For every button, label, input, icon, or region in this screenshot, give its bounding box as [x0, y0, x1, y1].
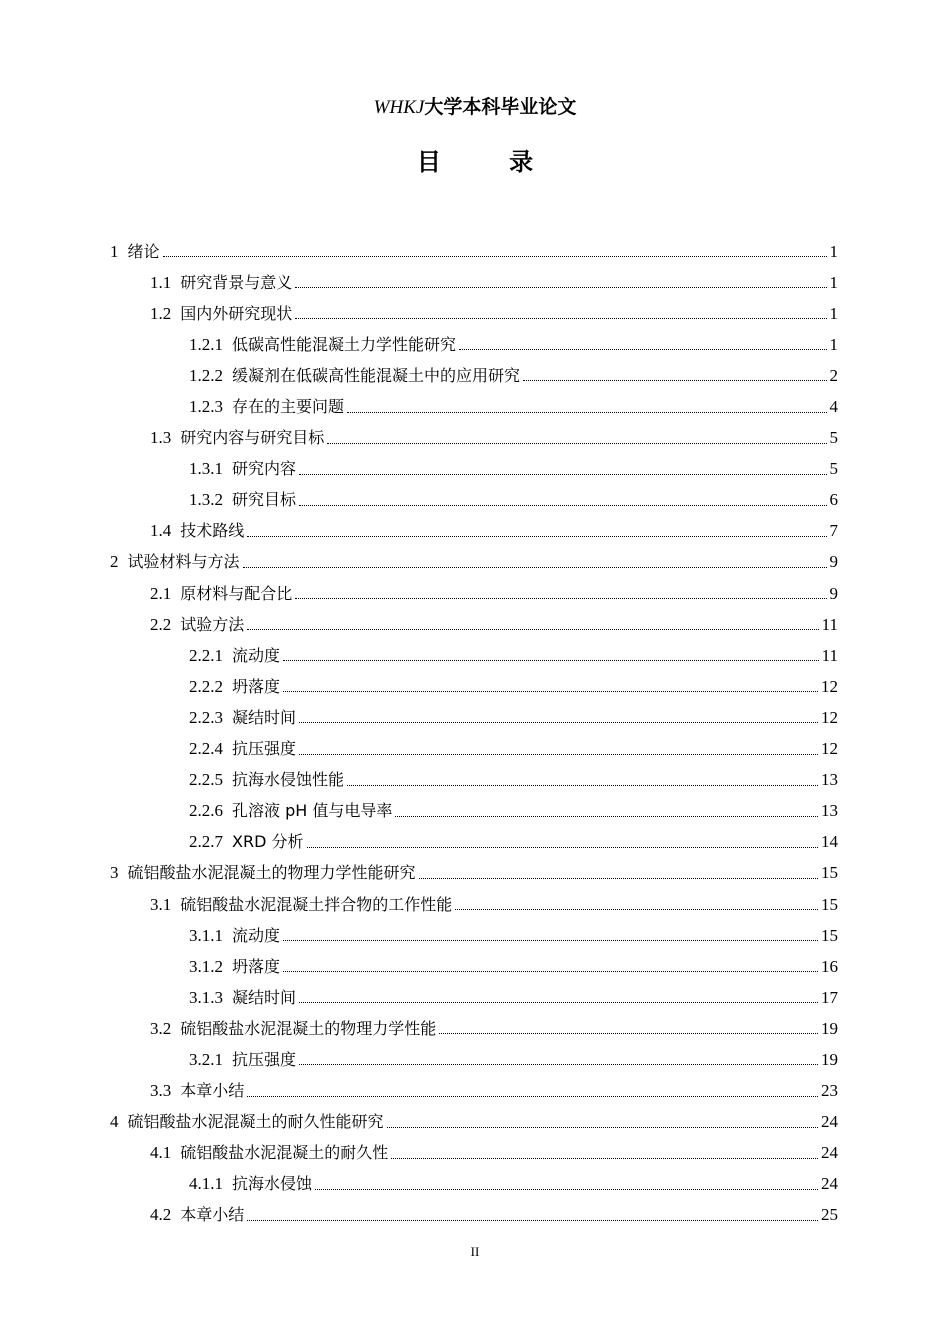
toc-entry-page: 5: [829, 428, 838, 448]
toc-entry[interactable]: [110, 578, 838, 609]
toc-entry-page: 19: [821, 1049, 838, 1069]
toc-entry[interactable]: [110, 765, 838, 796]
toc-entry-number: 1.3.1: [189, 459, 223, 479]
toc-dot-leader: [459, 349, 826, 350]
toc-entry[interactable]: [110, 920, 838, 951]
toc-entry-page: 11: [821, 614, 838, 634]
toc-entry-title: 存在的主要问题: [232, 397, 345, 417]
toc-entry-title: 抗压强度: [232, 739, 297, 759]
toc-dot-leader: [299, 474, 826, 475]
toc-entry-page: 15: [821, 894, 838, 914]
toc-entry-title: 低碳高性能混凝土力学性能研究: [232, 334, 457, 354]
toc-entry-number: 2.2.5: [189, 770, 223, 790]
toc-dot-leader: [395, 816, 818, 817]
document-header: [0, 94, 950, 121]
toc-entry-number: 2.2.2: [189, 676, 223, 696]
toc-entry-page: 15: [821, 863, 838, 883]
toc-entry-page: 13: [821, 770, 838, 790]
toc-entry-number: 1.4: [150, 521, 172, 541]
toc-entry-number: 2.2.6: [189, 801, 223, 821]
toc-heading: 目 录: [416, 147, 564, 176]
toc-entry[interactable]: [110, 1076, 838, 1107]
toc-entry-page: 13: [821, 801, 838, 821]
toc-entry-page: 1: [829, 334, 838, 354]
toc-entry-number: 3: [110, 863, 119, 883]
toc-dot-leader: [283, 660, 819, 661]
toc-entry[interactable]: [110, 640, 838, 671]
toc-entry[interactable]: [110, 1200, 838, 1231]
toc-entry-title: 硫铝酸盐水泥混凝土的耐久性: [180, 1143, 389, 1163]
toc-entry-page: 12: [821, 676, 838, 696]
toc-entry-title: 缓凝剂在低碳高性能混凝土中的应用研究: [232, 365, 521, 385]
toc-dot-leader: [419, 878, 818, 879]
toc-entry-number: 2.2.1: [189, 645, 223, 665]
toc-entry[interactable]: [110, 702, 838, 733]
toc-entry-title: 绪论: [127, 241, 160, 261]
toc-dot-leader: [347, 412, 826, 413]
toc-entry[interactable]: [110, 391, 838, 422]
toc-entry-number: 1: [110, 241, 119, 261]
toc-entry[interactable]: [110, 796, 838, 827]
toc-dot-leader: [523, 380, 826, 381]
toc-entry-title: 研究目标: [232, 490, 297, 510]
toc-entry[interactable]: [110, 858, 838, 889]
toc-dot-leader: [299, 754, 818, 755]
toc-entry-title: 流动度: [232, 925, 281, 945]
toc-entry-number: 1.3.2: [189, 490, 223, 510]
toc-entry-title: 原材料与配合比: [180, 583, 293, 603]
toc-entry-page: 5: [829, 459, 838, 479]
toc-dot-leader: [347, 785, 818, 786]
toc-entry-number: 2.2.4: [189, 739, 223, 759]
toc-entry-title: 凝结时间: [232, 707, 297, 727]
toc-entry-title: 研究内容: [232, 459, 297, 479]
toc-entry-page: 23: [821, 1081, 838, 1101]
toc-entry-number: 3.1.1: [189, 925, 223, 945]
toc-entry-number: 3.2.1: [189, 1049, 223, 1069]
toc-entry[interactable]: [110, 671, 838, 702]
toc-entry-page: 2: [829, 365, 838, 385]
toc-entry-page: 6: [829, 490, 838, 510]
toc-entry-title: 本章小结: [180, 1205, 245, 1225]
toc-entry-title: 抗海水侵蚀性能: [232, 770, 345, 790]
toc-entry-number: 4.1: [150, 1143, 172, 1163]
toc-dot-leader: [247, 536, 826, 537]
toc-entry-title: 凝结时间: [232, 987, 297, 1007]
toc-entry-title: 硫铝酸盐水泥混凝土的物理力学性能研究: [127, 863, 416, 883]
toc-entry-number: 1.2.2: [189, 365, 223, 385]
toc-entry[interactable]: [110, 1013, 838, 1044]
toc-entry-number: 1.2.3: [189, 397, 223, 417]
toc-dot-leader: [283, 940, 818, 941]
toc-entry[interactable]: [110, 516, 838, 547]
toc-entry[interactable]: [110, 889, 838, 920]
toc-dot-leader: [163, 256, 827, 257]
toc-entry[interactable]: [110, 1107, 838, 1138]
toc-entry-title: 试验方法: [180, 614, 245, 634]
toc-entry[interactable]: [110, 454, 838, 485]
toc-entry-page: 25: [821, 1205, 838, 1225]
toc-entry-page: 24: [821, 1174, 838, 1194]
toc-entry-page: 9: [829, 583, 838, 603]
toc-entry-page: 4: [829, 397, 838, 417]
toc-entry-page: 17: [821, 987, 838, 1007]
toc-entry[interactable]: [110, 360, 838, 391]
toc-entry-page: 24: [821, 1112, 838, 1132]
toc-dot-leader: [387, 1127, 818, 1128]
toc-entry-number: 4.1.1: [189, 1174, 223, 1194]
toc-entry-number: 1.3: [150, 428, 172, 448]
toc-entry-title: 抗海水侵蚀: [232, 1174, 313, 1194]
toc-entry-title: 坍落度: [232, 956, 281, 976]
toc-entry-title: 技术路线: [180, 521, 245, 541]
toc-entry-title: 国内外研究现状: [180, 303, 293, 323]
toc-dot-leader: [299, 1002, 818, 1003]
toc-entry-page: 1: [829, 303, 838, 323]
toc-dot-leader: [295, 318, 826, 319]
toc-entry-page: 15: [821, 925, 838, 945]
toc-entry-title: 试验材料与方法: [127, 552, 240, 572]
toc-entry-title: 坍落度: [232, 676, 281, 696]
toc-dot-leader: [439, 1033, 818, 1034]
toc-entry-number: 3.1.3: [189, 987, 223, 1007]
toc-dot-leader: [299, 722, 818, 723]
toc-entry[interactable]: [110, 1169, 838, 1200]
toc-entry-number: 2.2: [150, 614, 172, 634]
toc-entry[interactable]: [110, 734, 838, 765]
page-number: II: [470, 1244, 480, 1259]
toc-entry-title: 研究背景与意义: [180, 272, 293, 292]
toc-entry-number: 4.2: [150, 1205, 172, 1225]
toc-entry-page: 1: [829, 272, 838, 292]
toc-dot-leader: [315, 1189, 818, 1190]
toc-entry-title: 硫铝酸盐水泥混凝土的物理力学性能: [180, 1018, 437, 1038]
toc-dot-leader: [247, 1220, 818, 1221]
toc-entry-title: 硫铝酸盐水泥混凝土拌合物的工作性能: [180, 894, 453, 914]
toc-entry-page: 19: [821, 1018, 838, 1038]
toc-entry[interactable]: [110, 951, 838, 982]
toc-entry-title: 硫铝酸盐水泥混凝土的耐久性能研究: [127, 1112, 384, 1132]
table-of-contents: [110, 236, 838, 1231]
toc-dot-leader: [295, 598, 826, 599]
toc-entry[interactable]: [110, 485, 838, 516]
toc-entry-title: 流动度: [232, 645, 281, 665]
toc-entry[interactable]: [110, 329, 838, 360]
toc-entry-number: 3.2: [150, 1018, 172, 1038]
toc-entry[interactable]: [110, 236, 838, 267]
toc-dot-leader: [295, 287, 826, 288]
toc-dot-leader: [243, 567, 827, 568]
toc-entry-number: 3.1: [150, 894, 172, 914]
toc-dot-leader: [391, 1158, 818, 1159]
toc-entry-number: 2.1: [150, 583, 172, 603]
toc-entry-page: 12: [821, 739, 838, 759]
toc-entry-number: 2.2.7: [189, 832, 223, 852]
toc-dot-leader: [327, 443, 826, 444]
toc-dot-leader: [299, 505, 826, 506]
toc-entry[interactable]: [110, 1138, 838, 1169]
toc-dot-leader: [247, 629, 818, 630]
toc-dot-leader: [283, 691, 818, 692]
toc-dot-leader: [283, 971, 818, 972]
toc-entry-number: 3.3: [150, 1081, 172, 1101]
toc-entry-title: XRD 分析: [232, 832, 304, 852]
toc-entry[interactable]: [110, 267, 838, 298]
toc-entry-page: 7: [829, 521, 838, 541]
header-title-latin: WHKJ: [373, 97, 425, 118]
toc-entry[interactable]: [110, 1044, 838, 1075]
toc-entry[interactable]: [110, 982, 838, 1013]
toc-entry-page: 16: [821, 956, 838, 976]
toc-entry[interactable]: [110, 547, 838, 578]
toc-entry-page: 14: [821, 832, 838, 852]
toc-dot-leader: [455, 909, 818, 910]
toc-entry-page: 24: [821, 1143, 838, 1163]
toc-dot-leader: [299, 1064, 818, 1065]
toc-entry[interactable]: [110, 423, 838, 454]
toc-entry-number: 4: [110, 1112, 119, 1132]
toc-entry-title: 抗压强度: [232, 1049, 297, 1069]
toc-entry-page: 9: [829, 552, 838, 572]
toc-entry-page: 11: [821, 645, 838, 665]
toc-entry-number: 1.1: [150, 272, 172, 292]
toc-entry-number: 1.2: [150, 303, 172, 323]
toc-entry[interactable]: [110, 298, 838, 329]
toc-entry-number: 2: [110, 552, 119, 572]
toc-entry-number: 2.2.3: [189, 707, 223, 727]
toc-dot-leader: [247, 1096, 818, 1097]
toc-entry-number: 3.1.2: [189, 956, 223, 976]
toc-entry-number: 1.2.1: [189, 334, 223, 354]
toc-entry[interactable]: [110, 609, 838, 640]
toc-entry-page: 12: [821, 707, 838, 727]
toc-entry-title: 孔溶液 pH 值与电导率: [232, 801, 393, 821]
toc-entry-page: 1: [829, 241, 838, 261]
toc-entry-title: 研究内容与研究目标: [180, 428, 325, 448]
toc-dot-leader: [307, 847, 819, 848]
header-title-cjk: 大学本科毕业论文: [424, 96, 577, 118]
toc-entry[interactable]: [110, 827, 838, 858]
toc-entry-title: 本章小结: [180, 1081, 245, 1101]
